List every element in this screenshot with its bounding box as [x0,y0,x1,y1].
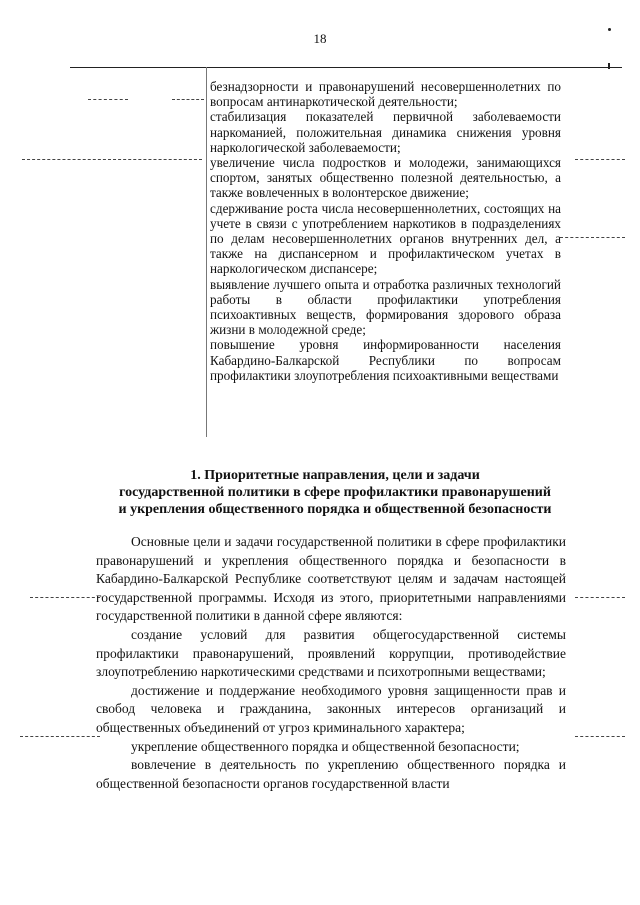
body-paragraph: вовлечение в деятельность по укреплению общественного порядка и общественной безопасности органов государственной власти [96,757,566,791]
body-paragraph: укрепление общественного порядка и общественной безопасности; [131,738,520,754]
result-item: сдерживание роста числа несовершеннолетних, состоящих на учете в связи с употреблением наркотиков в подразделениях по делам несовершеннолетних органов внутренних дел, а также на диспансерном и профилактическом учетах в наркологическом диспансере; [210,200,561,277]
body-paragraph: создание условий для развития общегосударственной системы профилактики правонарушений, проявлений коррупции, противодействие злоупотреблению наркотическими средствами и психотропными веществами; [96,626,566,680]
table-top-border [70,67,622,68]
result-item: выявление лучшего опыта и отработка различных технологий работы в области профилактики употребления психоактивных веществ, формирования здорового образа жизни в молодежной среде; [210,276,561,338]
scan-line [575,597,625,598]
table-column-divider [206,67,207,437]
result-item: стабилизация показателей первичной заболеваемости наркоманией, положительная динамика снижения уровня наркологической заболеваемости; [210,109,561,155]
heading-line: 1. Приоритетные направления, цели и задачи [190,468,480,483]
body-paragraph: достижение и поддержание необходимого уровня защищенности прав и свобод человека и гражданина, законных интересов организаций и общественных объединений от угроз криминального характера; [96,682,566,735]
heading-line: и укрепления общественного порядка и общественной безопасности [118,502,552,517]
scan-line [22,159,202,160]
table-cell-results [210,79,561,383]
page-number: 18 [313,31,327,46]
result-item: безнадзорности и правонарушений несовершеннолетних по вопросам антинаркотической деятельности; [210,79,561,110]
scan-speck [608,28,611,31]
scan-line [30,597,100,598]
border-tick [608,63,610,69]
section-heading [70,467,600,518]
scan-line [88,99,128,100]
result-item: повышение уровня информированности населения Кабардино-Балкарской Республики по вопросам профилактики злоупотребления психоактивными веществами [210,337,561,383]
scan-line [172,99,204,100]
body-paragraph: Основные цели и задачи государственной политики в сфере профилактики правонарушений и укрепления общественного порядка и безопасности в Кабардино-Балкарской Республике соответствуют целям и задачам настоящей государственной программы. Исходя из этого, приоритетными направлениями государственной политики в данной сфере являются: [96,534,566,624]
section-body [96,533,566,793]
heading-line: государственной политики в сфере профилактики правонарушений [119,485,551,500]
scan-line [575,736,625,737]
scan-line [560,237,625,238]
scan-line [20,736,100,737]
result-item: увеличение числа подростков и молодежи, занимающихся спортом, занятых общественно полезной деятельностью, а также вовлеченных в волонтерское движение; [210,155,561,201]
scan-line [575,159,625,160]
